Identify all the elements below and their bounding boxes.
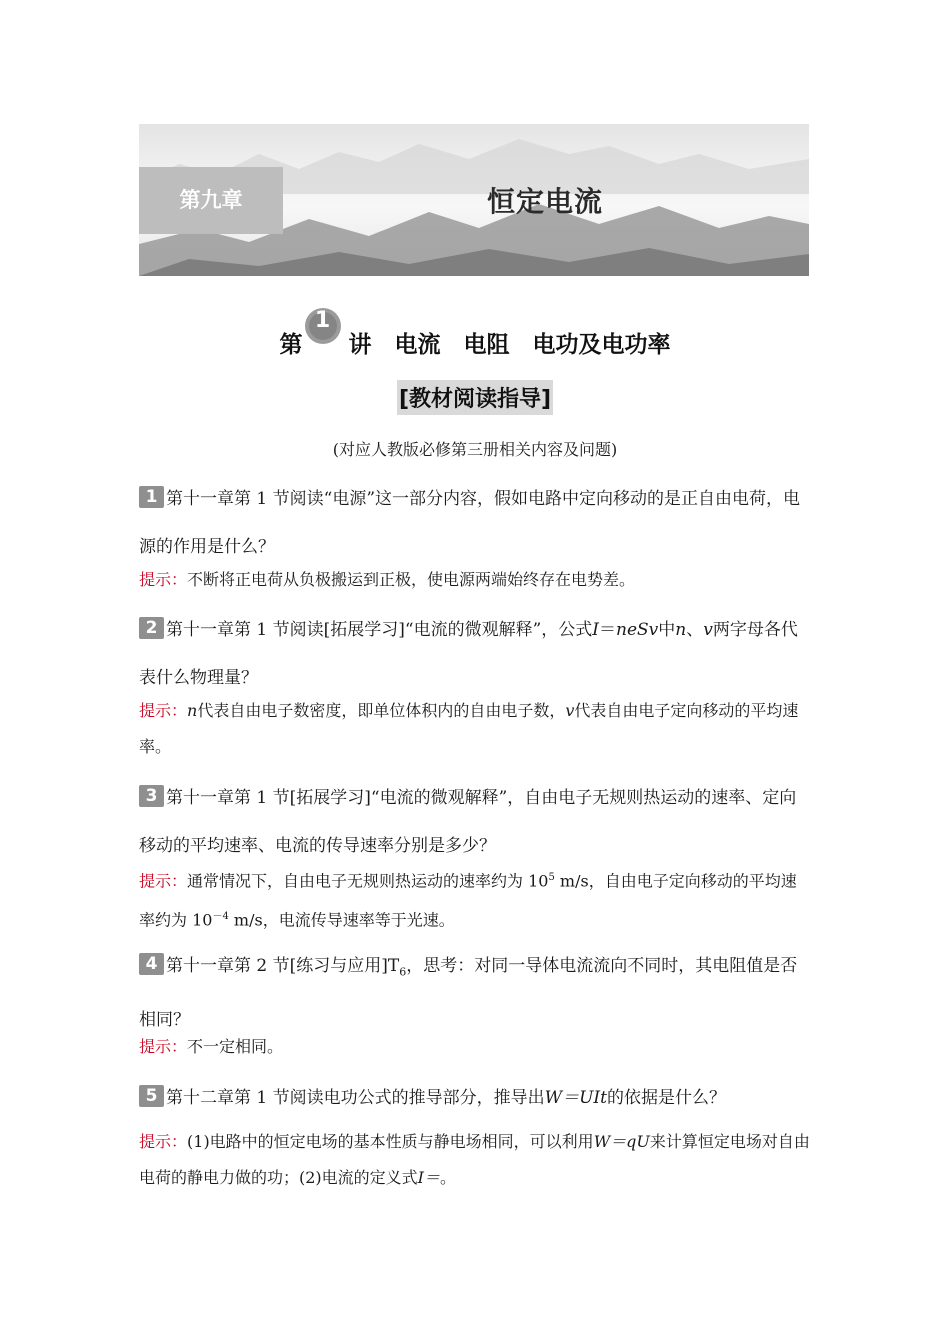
question-text: 、: [686, 620, 704, 640]
chapter-title: 恒定电流: [487, 185, 604, 218]
question-text: 的依据是什么？: [606, 1088, 726, 1108]
answer-text: 。: [440, 1168, 457, 1187]
lecture-number-badge: [303, 308, 349, 358]
answer-text: 代表自由电子定向移动的平均速率。: [139, 701, 799, 756]
guide-label: [教材阅读指导]: [397, 380, 553, 415]
answer-text: m/s，电流传导速率等于光速。: [228, 910, 455, 930]
answer-text: 不断将正电荷从负极搬运到正极，使电源两端始终存在电势差。: [187, 570, 636, 589]
question-number-badge: 4: [139, 953, 164, 975]
question-1: [139, 475, 811, 571]
question-5: [139, 1074, 811, 1122]
formula-eq: ＝: [599, 620, 616, 640]
lecture-rest: 讲 电流 电阻 电功及电功率: [348, 332, 671, 358]
answer-text: m/s，自由电子定向移动的平均速率约为 10: [139, 871, 797, 930]
tip-label: 提示：: [139, 701, 188, 720]
answer-3: [139, 860, 811, 939]
tip-label: 提示：: [139, 871, 188, 891]
question-text: 中: [658, 620, 676, 640]
tip-label: 提示：: [139, 1037, 188, 1056]
question-number-badge: 2: [139, 617, 164, 639]
chapter-label: 第九章: [139, 167, 283, 234]
formula-var: n: [187, 701, 198, 720]
question-text: 第十一章第 1 节阅读[拓展学习]“电流的微观解释”，公式: [166, 620, 593, 640]
exponent: －4: [212, 911, 229, 923]
formula-var: I: [592, 620, 599, 640]
question-text: 第十一章第 1 节阅读“电源”这一部分内容，假如电路中定向移动的是正自由电荷，电源的作用是什么？: [139, 489, 801, 557]
question-number-badge: 3: [139, 785, 164, 807]
guide-heading: [0, 380, 950, 415]
answer-2: [139, 693, 811, 765]
question-text: 第十一章第 1 节[拓展学习]“电流的微观解释”，自由电子无规则热运动的速率、定向移动的平均速率、电流的传导速率分别是多少？: [139, 788, 797, 856]
lecture-number: 1: [314, 308, 331, 333]
formula: W＝UIt: [544, 1088, 607, 1108]
answer-1: [139, 562, 811, 598]
tip-label: 提示：: [139, 570, 188, 589]
question-number-badge: 1: [139, 486, 164, 508]
question-text: 第十二章第 1 节阅读电功公式的推导部分，推导出: [166, 1088, 545, 1108]
question-2: [139, 606, 811, 702]
guide-note: (对应人教版必修第三册相关内容及问题): [332, 440, 618, 459]
lecture-prefix: 第: [279, 332, 303, 358]
answer-text: 代表自由电子数密度，即单位体积内的自由电子数，: [197, 701, 566, 720]
chapter-banner: [139, 124, 809, 276]
answer-text: (1)电路中的恒定电场的基本性质与静电场相同，可以利用: [187, 1132, 594, 1151]
formula-var: neSv: [616, 620, 659, 640]
formula-var: v: [565, 701, 575, 720]
question-3: [139, 774, 811, 870]
question-text: 第十一章第 2 节[练习与应用]T: [166, 956, 400, 976]
formula: I＝: [417, 1168, 440, 1187]
answer-5: [139, 1124, 811, 1196]
exponent: 5: [548, 872, 555, 883]
question-text: 两字母各代表什么物理量？: [139, 620, 798, 688]
subscript: 6: [399, 965, 407, 979]
answer-4: [139, 1029, 811, 1065]
formula-var: v: [703, 620, 713, 640]
answer-text: 不一定相同。: [187, 1037, 284, 1056]
formula: W＝qU: [593, 1132, 650, 1151]
answer-text: 来计算恒定电场对自由电荷的静电力做的功；(2)电流的定义式: [139, 1132, 810, 1187]
formula-var: n: [675, 620, 687, 640]
question-number-badge: 5: [139, 1085, 164, 1107]
question-text: ，思考：对同一导体电流流向不同时，其电阻值是否相同？: [139, 956, 798, 1031]
answer-text: 通常情况下，自由电子无规则热运动的速率约为 10: [187, 871, 549, 891]
lecture-title: [0, 308, 950, 359]
tip-label: 提示：: [139, 1132, 188, 1151]
